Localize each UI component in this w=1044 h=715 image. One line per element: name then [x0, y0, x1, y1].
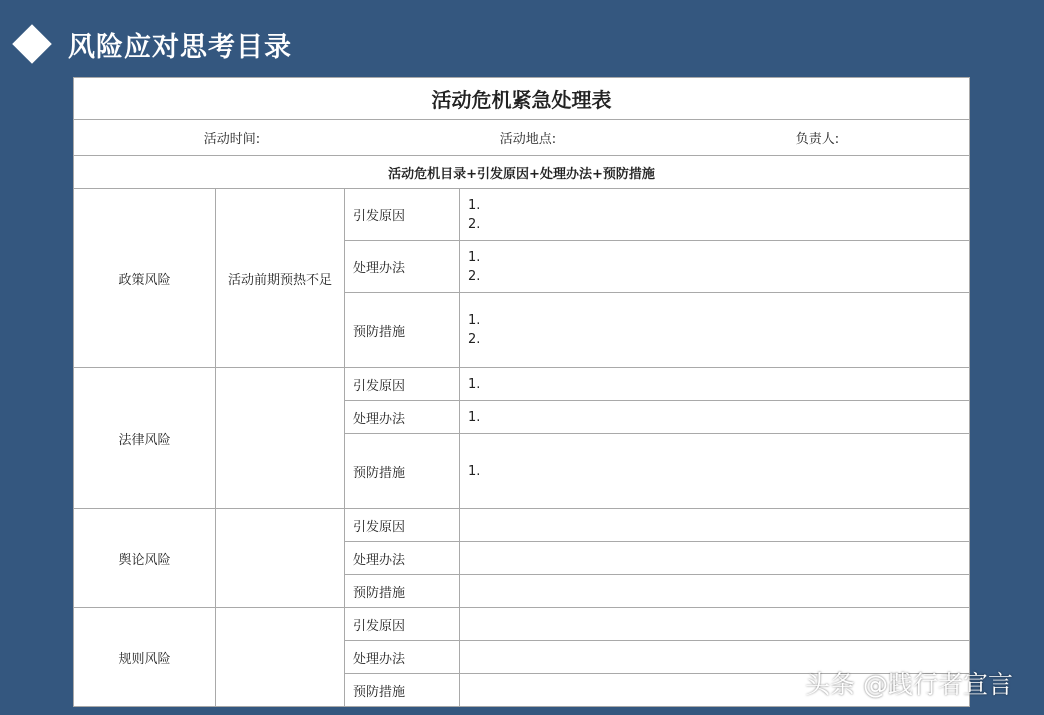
category-subitem: 活动前期预热不足: [216, 189, 345, 368]
handle-content: [460, 241, 970, 293]
category-subitem: [216, 368, 345, 509]
category-name: 法律风险: [74, 368, 216, 509]
cause-label: 引发原因: [345, 368, 460, 401]
prevent-content: [460, 434, 970, 509]
content-line: 2.: [468, 216, 481, 232]
category-name: 舆论风险: [74, 509, 216, 608]
content-line: 1.: [468, 197, 481, 213]
prevent-label: 预防措施: [345, 674, 460, 707]
meta-row: [74, 120, 970, 156]
category-name: 政策风险: [74, 189, 216, 368]
content-line: 1.: [468, 463, 481, 479]
content-line: 1.: [468, 376, 481, 392]
cause-label: 引发原因: [345, 189, 460, 241]
form-title: 活动危机紧急处理表: [74, 78, 970, 120]
handle-content: [460, 401, 970, 434]
cause-content: [460, 608, 970, 641]
content-line: 1.: [468, 409, 481, 425]
cause-label: 引发原因: [345, 608, 460, 641]
content-line: 1.: [468, 249, 481, 265]
form-subtitle: 活动危机目录+引发原因+处理办法+预防措施: [74, 156, 970, 189]
prevent-content: [460, 293, 970, 368]
handle-label: 处理办法: [345, 641, 460, 674]
prevent-content: [460, 575, 970, 608]
cause-content: [460, 189, 970, 241]
owner-label: 负责人:: [795, 132, 840, 147]
watermark: 头条 @践行者宣言: [805, 670, 1013, 699]
prevent-label: 预防措施: [345, 575, 460, 608]
cause-label: 引发原因: [345, 509, 460, 542]
handle-content: [460, 542, 970, 575]
content-line: 2.: [468, 332, 481, 347]
handle-label: 处理办法: [345, 241, 460, 293]
content-line: 1.: [468, 313, 481, 328]
page-header: [12, 22, 292, 66]
content-line: 2.: [468, 268, 481, 284]
handle-label: 处理办法: [345, 401, 460, 434]
crisis-form-sheet: [73, 77, 969, 707]
prevent-label: 预防措施: [345, 434, 460, 509]
cause-content: [460, 509, 970, 542]
time-label: 活动时间:: [203, 132, 261, 147]
category-subitem: [216, 608, 345, 707]
crisis-form-table: [73, 77, 970, 707]
category-name: 规则风险: [74, 608, 216, 707]
prevent-label: 预防措施: [345, 293, 460, 368]
page-title: 风险应对思考目录: [68, 31, 292, 63]
diamond-icon: [12, 24, 52, 64]
cause-content: [460, 368, 970, 401]
handle-label: 处理办法: [345, 542, 460, 575]
place-label: 活动地点:: [499, 132, 557, 147]
category-subitem: [216, 509, 345, 608]
